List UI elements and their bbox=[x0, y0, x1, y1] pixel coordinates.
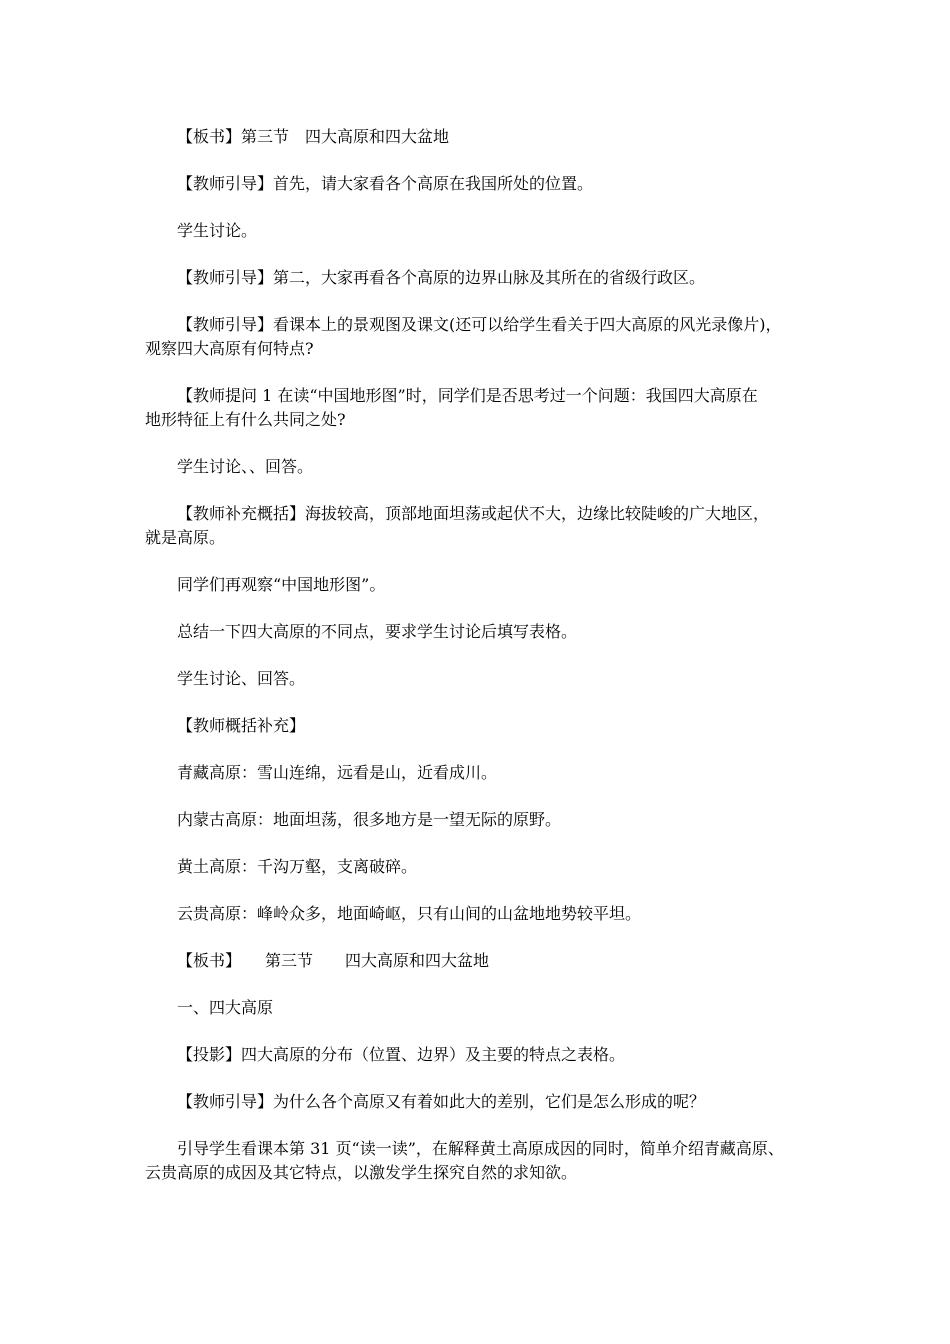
text-line: 引导学生看课本第 31 页“读一读”，在解释黄土高原成因的同时，简单介绍青藏高原、 bbox=[177, 1139, 784, 1158]
text-line: 一、四大高原 bbox=[177, 998, 274, 1017]
paragraph-teacher-guide-2 bbox=[145, 266, 825, 290]
text-line: 【板书】 第三节 四大高原和四大盆地 bbox=[177, 951, 490, 970]
text-line: 学生讨论。 bbox=[177, 221, 258, 240]
text-line: 云贵高原：峰岭众多，地面崎岖，只有山间的山盆地地势较平坦。 bbox=[177, 904, 642, 923]
text-line: 【教师引导】首先，请大家看各个高原在我国所处的位置。 bbox=[177, 174, 594, 193]
paragraph-projection bbox=[145, 1043, 825, 1067]
text-line: 学生讨论、、回答。 bbox=[177, 457, 314, 476]
text-line: 同学们再观察“中国地形图”。 bbox=[177, 575, 386, 594]
text-line: 云贵高原的成因及其它特点，以激发学生探究自然的求知欲。 bbox=[145, 1163, 578, 1182]
text-line: 观察四大高原有何特点? bbox=[145, 339, 314, 358]
paragraph-teacher-summary bbox=[145, 502, 825, 550]
text-line: 【教师补充概括】海拔较高，顶部地面坦荡或起伏不大，边缘比较陡峻的广大地区， bbox=[177, 504, 770, 523]
text-line: 【教师引导】为什么各个高原又有着如此大的差别，它们是怎么形成的呢？ bbox=[177, 1092, 706, 1111]
text-line: 就是高原。 bbox=[145, 528, 226, 547]
text-line: 总结一下四大高原的不同点，要求学生讨论后填写表格。 bbox=[177, 622, 578, 641]
text-line: 【投影】四大高原的分布（位置、边界）及主要的特点之表格。 bbox=[177, 1045, 626, 1064]
text-line: 【教师引导】看课本上的景观图及课文(还可以给学生看关于四大高原的风光录像片)， bbox=[177, 315, 782, 334]
text-line: 【教师概括补充】 bbox=[177, 716, 306, 735]
paragraph-heading-board bbox=[145, 125, 825, 149]
paragraph-section-one bbox=[145, 996, 825, 1020]
paragraph-observe-map bbox=[145, 573, 825, 597]
text-line: 黄土高原：千沟万壑，支离破碎。 bbox=[177, 857, 418, 876]
text-line: 地形特征上有什么共同之处? bbox=[145, 410, 346, 429]
paragraph-teacher-question bbox=[145, 384, 825, 432]
paragraph-student-answer-1 bbox=[145, 455, 825, 479]
paragraph-yungui bbox=[145, 902, 825, 926]
paragraph-board-2 bbox=[145, 949, 825, 973]
paragraph-huangtu bbox=[145, 855, 825, 879]
paragraph-teacher-supplement bbox=[145, 714, 825, 738]
paragraph-teacher-guide-1 bbox=[145, 172, 825, 196]
paragraph-guide-students bbox=[145, 1137, 825, 1185]
text-line: 【教师引导】第二，大家再看各个高原的边界山脉及其所在的省级行政区。 bbox=[177, 268, 706, 287]
paragraph-student-discussion-1 bbox=[145, 219, 825, 243]
paragraph-neimenggu bbox=[145, 808, 825, 832]
text-line: 青藏高原：雪山连绵，远看是山，近看成川。 bbox=[177, 763, 498, 782]
paragraph-fill-table bbox=[145, 620, 825, 644]
text-line: 【板书】第三节 四大高原和四大盆地 bbox=[177, 127, 450, 146]
paragraph-teacher-guide-4 bbox=[145, 1090, 825, 1114]
text-line: 【教师提问 1 在读“中国地形图”时，同学们是否思考过一个问题：我国四大高原在 bbox=[177, 386, 758, 405]
text-line: 学生讨论、回答。 bbox=[177, 669, 306, 688]
paragraph-qingzang bbox=[145, 761, 825, 785]
text-line: 内蒙古高原：地面坦荡，很多地方是一望无际的原野。 bbox=[177, 810, 562, 829]
paragraph-teacher-guide-3 bbox=[145, 313, 825, 361]
paragraph-student-answer-2 bbox=[145, 667, 825, 691]
